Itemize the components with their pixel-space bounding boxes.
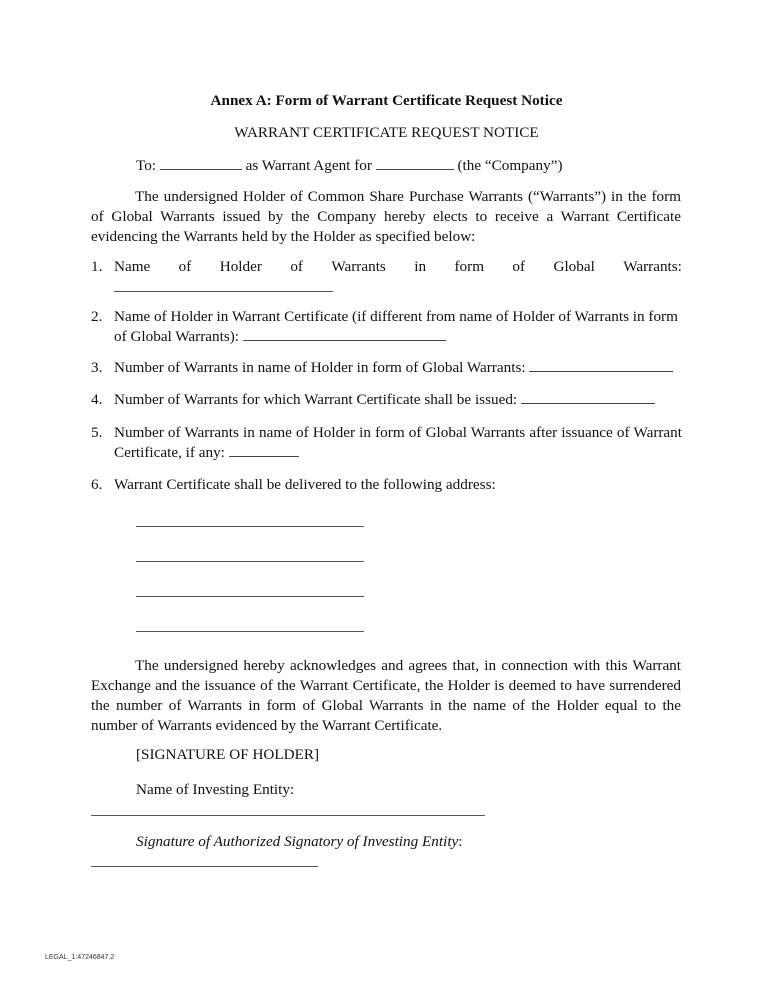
item-label: Number of Warrants in name of Holder in form of Global Warrants after issuance of Warrant Certificate, if any: — [114, 424, 682, 461]
item-text — [114, 307, 682, 347]
intro-text: The undersigned Holder of Common Share Purchase Warrants (“Warrants”) in the form of Global Warrants issued by the Company hereby elects to receive a Warrant Certificate evidencing the Warrants held by the Holder as specified below: — [91, 188, 681, 245]
notice-heading: WARRANT CERTIFICATE REQUEST NOTICE — [234, 124, 539, 141]
list-item-5 — [91, 423, 682, 463]
acknowledgement-paragraph — [91, 656, 681, 736]
item-label: Name of Holder in Warrant Certificate (if different from name of Holder of Warrants in form of Global Warrants): — [114, 308, 678, 345]
to-label: To: — [136, 157, 157, 174]
item-number: 2. — [91, 308, 103, 325]
address-line-4[interactable] — [136, 631, 364, 632]
list-item-1 — [91, 257, 682, 277]
intro-paragraph — [91, 187, 681, 247]
item-text — [114, 423, 682, 463]
word: of — [178, 258, 192, 275]
word: form — [454, 258, 485, 275]
company-label: (the “Company”) — [457, 157, 563, 174]
footer-document-code: LEGAL_1:47246847.2 — [45, 954, 115, 961]
word: of — [512, 258, 526, 275]
item-label: Number of Warrants for which Warrant Certificate shall be issued: — [114, 391, 518, 408]
item-text — [114, 257, 682, 277]
word: Holder — [219, 258, 262, 275]
certificate-holder-blank[interactable] — [243, 339, 446, 341]
address-line-2[interactable] — [136, 561, 364, 562]
remaining-warrants-blank[interactable] — [229, 455, 299, 457]
list-item-4 — [91, 390, 682, 410]
item-number: 1. — [91, 258, 103, 275]
word: Global — [553, 258, 595, 275]
investing-entity-label: Name of Investing Entity: — [136, 781, 295, 798]
signatory-label: Signature of Authorized Signatory of Investing Entity — [136, 833, 459, 850]
list-item-3 — [91, 358, 682, 378]
warrant-agent-label: as Warrant Agent for — [245, 157, 372, 174]
word: Warrants: — [623, 258, 682, 275]
investing-entity-blank[interactable] — [91, 815, 485, 816]
item-number: 6. — [91, 476, 103, 493]
word: in — [414, 258, 427, 275]
signatory-colon: : — [458, 833, 463, 850]
global-warrants-count-blank[interactable] — [529, 370, 673, 372]
address-line-3[interactable] — [136, 596, 364, 597]
certificate-warrants-count-blank[interactable] — [521, 402, 655, 404]
item-label: Number of Warrants in name of Holder in form of Global Warrants: — [114, 359, 526, 376]
item-text — [114, 358, 682, 378]
word: Warrants — [331, 258, 386, 275]
list-item-6 — [91, 475, 682, 495]
acknowledgement-text: The undersigned hereby acknowledges and agrees that, in connection with this Warrant Exchange and the issuance of the Warrant Certificate, the Holder is deemed to have surrendered the number of Warrants in form of Global Warrants in the name of the Holder equal to the number of Warrants evidenced by the Warrant Certificate. — [91, 657, 681, 734]
item-number: 5. — [91, 424, 103, 441]
company-blank[interactable] — [376, 168, 454, 170]
address-line-1[interactable] — [136, 526, 364, 527]
signatory-line — [136, 833, 463, 851]
list-item-2 — [91, 307, 682, 347]
item-number: 3. — [91, 359, 103, 376]
signatory-blank[interactable] — [91, 866, 318, 867]
to-line — [136, 157, 563, 175]
word: Name — [114, 258, 151, 275]
warrant-agent-blank[interactable] — [160, 168, 242, 170]
holder-name-blank[interactable] — [114, 291, 333, 292]
signature-heading: [SIGNATURE OF HOLDER] — [136, 746, 320, 763]
document-title: Annex A: Form of Warrant Certificate Request Notice — [210, 92, 563, 109]
item-text — [114, 390, 682, 410]
item-text: Warrant Certificate shall be delivered to the following address: — [114, 476, 496, 493]
item-number: 4. — [91, 391, 103, 408]
word: of — [290, 258, 303, 275]
